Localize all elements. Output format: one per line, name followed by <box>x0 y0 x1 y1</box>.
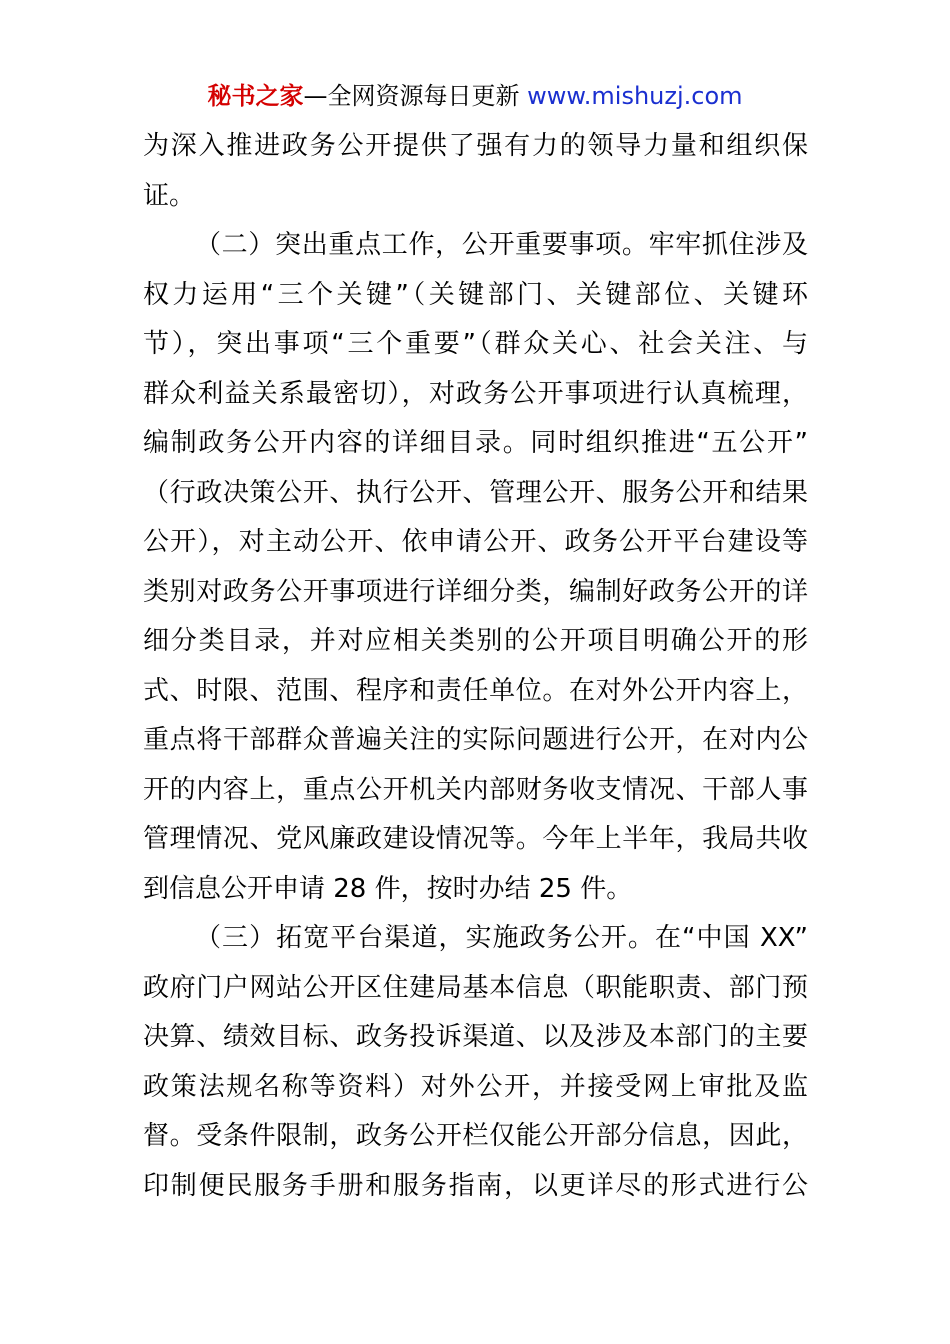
text-line: 重点将干部群众普遍关注的实际问题进行公开，在对内公 <box>143 725 808 755</box>
text-line: （行政决策公开、执行公开、管理公开、服务公开和结果 <box>143 477 808 508</box>
text-line: 开的内容上，重点公开机关内部财务收支情况、干部人事 <box>143 774 808 805</box>
text-line: 公开），对主动公开、依申请公开、政务公开平台建设等 <box>143 527 808 557</box>
text-line: 类别对政务公开事项进行详细分类，编制好政务公开的详 <box>143 576 808 607</box>
text-line: 式、时限、范围、程序和责任单位。在对外公开内容上， <box>143 675 808 706</box>
text-line: 权力运用“三个关键”（关键部门、关键部位、关键环 <box>143 279 808 310</box>
text-line: 政府门户网站公开区住建局基本信息（职能职责、部门预 <box>143 972 808 1003</box>
site-header <box>0 80 950 112</box>
brand-name: 秘书之家 <box>207 82 304 110</box>
text-line: 决算、绩效目标、政务投诉渠道、以及涉及本部门的主要 <box>143 1022 808 1052</box>
text-line: （三）拓宽平台渠道，实施政务公开。在“中国 XX” <box>195 923 808 953</box>
text-line: 编制政务公开内容的详细目录。同时组织推进“五公开” <box>143 428 808 458</box>
header-tagline: —全网资源每日更新 <box>303 82 520 110</box>
text-line: 印制便民服务手册和服务指南，以更详尽的形式进行公 <box>143 1170 808 1201</box>
text-line: （二）突出重点工作，公开重要事项。牢牢抓住涉及 <box>195 230 808 260</box>
text-line: 细分类目录，并对应相关类别的公开项目明确公开的形 <box>143 626 808 656</box>
text-line: 督。受条件限制，政务公开栏仅能公开部分信息，因此， <box>143 1121 808 1151</box>
text-line: 到信息公开申请 28 件，按时办结 25 件。 <box>143 873 633 904</box>
text-line: 群众利益关系最密切），对政务公开事项进行认真梳理， <box>143 378 808 409</box>
text-line: 政策法规名称等资料）对外公开，并接受网上审批及监 <box>143 1071 808 1102</box>
text-line: 管理情况、党风廉政建设情况等。今年上半年，我局共收 <box>143 824 808 854</box>
document-body <box>143 122 808 1211</box>
text-line: 为深入推进政务公开提供了强有力的领导力量和组织保 <box>143 131 808 161</box>
text-line: 节），突出事项“三个重要”（群众关心、社会关注、与 <box>143 329 808 359</box>
site-url-link[interactable]: www.mishuzj.com <box>527 82 743 110</box>
text-line: 证。 <box>143 180 196 211</box>
